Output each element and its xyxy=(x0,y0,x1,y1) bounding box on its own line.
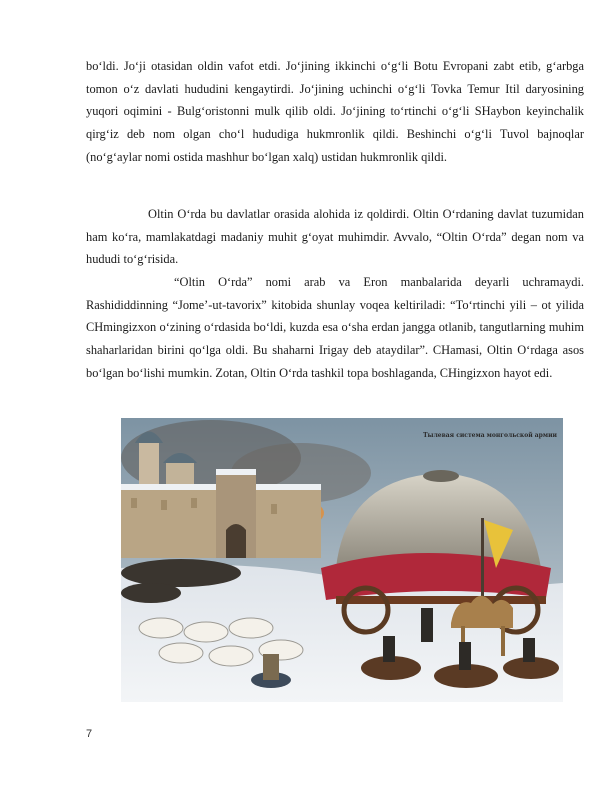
illustration-drawing xyxy=(121,418,563,702)
paragraph-1: bo‘ldi. Jo‘ji otasidan oldin vafot etdi. Jo‘jining ikkinchi o‘g‘li Botu Evropani zabt etib, g‘arbga tomon o‘z davlati hududini kengaytirdi. Jo‘jining uchinchi o‘g‘li Tovka Temur Itil daryosining yuqori oqimini - Bulg‘oristonni mulk qilib oldi. Jo‘jining to‘rtinchi o‘g‘li SHaybon keyinchalik qirg‘iz deb nom olgan cho‘l hududiga hukmronlik qildi. Beshinchi o‘g‘li Tuvol bajnoqlar (no‘g‘aylar nomi ostida mashhur bo‘lgan xalq) ustidan hukmronlik qildi. xyxy=(86,59,584,164)
figure-caption: Тылевая система монгольской армии xyxy=(423,432,557,439)
paragraph-3: “Oltin O‘rda” nomi arab va Eron manbalarida deyarli uchramaydi. Rashididdinning “Jome’-ut-tavorix” kitobida shunlay voqea keltiriladi: “To‘rtinchi yili – ot yilida CHmingizxon o‘zining o‘rdasida bo‘ldi, kuzda esa o‘sha erdan jangga otlanib, tangutlarning muhim shaharlaridan birini qo‘lga oldi. Bu shaharni Irigay deb ataydilar”. CHamasi, Oltin O‘rdaga asos bo‘lgan bo‘lishi mumkin. Zotan, Oltin O‘rda tashkil topa boshlaganda, CHingizxon hayot edi. xyxy=(86,275,584,380)
page-number: 7 xyxy=(86,728,93,740)
paragraph-2: Oltin O‘rda bu davlatlar orasida alohida iz qoldirdi. Oltin O‘rdaning davlat tuzumidan ham ko‘ra, mamlakatdagi madaniy muhit g‘oyat muhimdir. Avvalo, “Oltin O‘rda” degan nom va hududi to‘g‘risida. xyxy=(86,207,584,267)
illustration-image xyxy=(121,418,563,702)
